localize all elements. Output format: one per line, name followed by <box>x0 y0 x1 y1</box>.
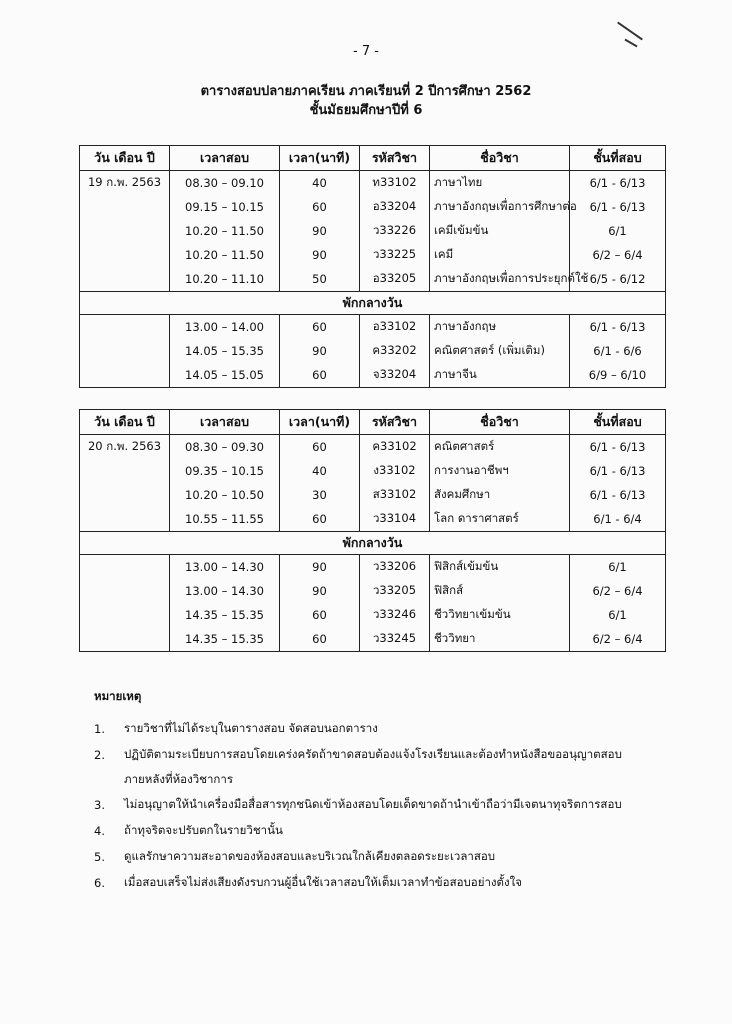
subject-name: ภาษาอังกฤษเพื่อการประยุกต์ใช้ <box>430 267 570 292</box>
exam-class: 6/1 - 6/13 <box>570 171 666 196</box>
page-title: ตารางสอบปลายภาคเรียน ภาคเรียนที่ 2 ปีการศึกษา 2562 <box>200 84 532 99</box>
exam-time: 08.30 – 09.10 <box>170 171 280 196</box>
subject-name: ภาษาจีน <box>430 363 570 388</box>
exam-time: 10.20 – 11.50 <box>170 243 280 267</box>
header-subject: ชื่อวิชา <box>430 410 570 435</box>
subject-code: อ33204 <box>360 195 430 219</box>
exam-time: 14.05 – 15.05 <box>170 363 280 388</box>
lunch-break-row <box>80 292 666 315</box>
subject-name: สังคมศึกษา <box>430 483 570 507</box>
exam-class: 6/1 <box>570 555 666 580</box>
notes-section <box>94 688 694 896</box>
note-text: ปฏิบัติตามระเบียบการสอบโดยเคร่งครัดถ้าขาดสอบต้องแจ้งโรงเรียนและต้องทำหนังสือขออนุญาตสอบ <box>124 747 622 761</box>
exam-class: 6/2 – 6/4 <box>570 243 666 267</box>
exam-minutes: 60 <box>280 627 360 652</box>
subject-code: อ33102 <box>360 315 430 340</box>
exam-time: 14.35 – 15.35 <box>170 603 280 627</box>
subject-code: ว33246 <box>360 603 430 627</box>
exam-schedule-day2 <box>79 409 666 652</box>
subject-code: ค33202 <box>360 339 430 363</box>
table-row <box>80 315 666 340</box>
header-date: วัน เดือน ปี <box>80 410 170 435</box>
subject-code: ว33205 <box>360 579 430 603</box>
subject-name: การงานอาชีพฯ <box>430 459 570 483</box>
table-row <box>80 171 666 196</box>
table-row <box>80 195 666 219</box>
exam-time: 13.00 – 14.30 <box>170 579 280 603</box>
subject-name: เคมี <box>430 243 570 267</box>
exam-time: 09.35 – 10.15 <box>170 459 280 483</box>
subject-code: ว33206 <box>360 555 430 580</box>
exam-time: 10.20 – 11.10 <box>170 267 280 292</box>
header-subject: ชื่อวิชา <box>430 146 570 171</box>
exam-time: 10.20 – 10.50 <box>170 483 280 507</box>
subject-name: ชีววิทยา <box>430 627 570 652</box>
subject-code: ท33102 <box>360 171 430 196</box>
table-row <box>80 603 666 627</box>
subject-code: ง33102 <box>360 459 430 483</box>
exam-minutes: 60 <box>280 435 360 460</box>
exam-time: 08.30 – 09.30 <box>170 435 280 460</box>
exam-class: 6/5 - 6/12 <box>570 267 666 292</box>
lunch-break-label: พักกลางวัน <box>80 532 666 555</box>
exam-class: 6/1 - 6/6 <box>570 339 666 363</box>
note-item <box>94 870 694 896</box>
header-minutes: เวลา(นาที) <box>280 146 360 171</box>
subject-name: ภาษาอังกฤษเพื่อการศึกษาต่อ <box>430 195 570 219</box>
header-time: เวลาสอบ <box>170 146 280 171</box>
exam-minutes: 60 <box>280 363 360 388</box>
table-row <box>80 507 666 532</box>
exam-minutes: 50 <box>280 267 360 292</box>
exam-class: 6/1 <box>570 603 666 627</box>
note-continuation: ภายหลังที่ห้องวิชาการ <box>124 772 234 786</box>
header-class: ชั้นที่สอบ <box>570 146 666 171</box>
lunch-break-row <box>80 532 666 555</box>
exam-class: 6/1 - 6/13 <box>570 483 666 507</box>
header-class: ชั้นที่สอบ <box>570 410 666 435</box>
exam-minutes: 90 <box>280 219 360 243</box>
table-row <box>80 363 666 388</box>
subject-code: ว33104 <box>360 507 430 532</box>
table-row <box>80 243 666 267</box>
subject-name: โลก ดาราศาสตร์ <box>430 507 570 532</box>
exam-class: 6/1 - 6/13 <box>570 459 666 483</box>
exam-time: 13.00 – 14.00 <box>170 315 280 340</box>
exam-class: 6/2 – 6/4 <box>570 579 666 603</box>
subject-code: ค33102 <box>360 435 430 460</box>
exam-minutes: 60 <box>280 315 360 340</box>
table-row <box>80 483 666 507</box>
exam-class: 6/9 – 6/10 <box>570 363 666 388</box>
subject-name: คณิตศาสตร์ <box>430 435 570 460</box>
header-minutes: เวลา(นาที) <box>280 410 360 435</box>
exam-class: 6/2 – 6/4 <box>570 627 666 652</box>
exam-date: 19 ก.พ. 2563 <box>80 171 170 196</box>
exam-time: 13.00 – 14.30 <box>170 555 280 580</box>
note-number: 6. <box>94 876 105 890</box>
table-header-row <box>80 146 666 171</box>
exam-time: 14.35 – 15.35 <box>170 627 280 652</box>
note-number: 3. <box>94 798 105 812</box>
note-text: รายวิชาที่ไม่ได้ระบุในตารางสอบ จัดสอบนอกตาราง <box>124 721 378 735</box>
note-text: เมื่อสอบเสร็จไม่ส่งเสียงดังรบกวนผู้อื่นใช้เวลาสอบให้เต็มเวลาทำข้อสอบอย่างตั้งใจ <box>124 875 522 889</box>
table-row <box>80 267 666 292</box>
table-row <box>80 435 666 460</box>
exam-time: 14.05 – 15.35 <box>170 339 280 363</box>
note-number: 4. <box>94 824 105 838</box>
exam-minutes: 90 <box>280 555 360 580</box>
subject-name: ชีววิทยาเข้มข้น <box>430 603 570 627</box>
subject-code: ส33102 <box>360 483 430 507</box>
header-date: วัน เดือน ปี <box>80 146 170 171</box>
note-number: 1. <box>94 722 105 736</box>
table-row <box>80 219 666 243</box>
exam-time: 10.55 – 11.55 <box>170 507 280 532</box>
table-header-row <box>80 410 666 435</box>
exam-minutes: 60 <box>280 507 360 532</box>
exam-minutes: 60 <box>280 195 360 219</box>
exam-time: 10.20 – 11.50 <box>170 219 280 243</box>
subject-code: ว33226 <box>360 219 430 243</box>
exam-class: 6/1 <box>570 219 666 243</box>
table-row <box>80 627 666 652</box>
note-number: 2. <box>94 748 105 762</box>
table-row <box>80 579 666 603</box>
exam-date: 20 ก.พ. 2563 <box>80 435 170 460</box>
lunch-break-label: พักกลางวัน <box>80 292 666 315</box>
table-row <box>80 339 666 363</box>
exam-class: 6/1 - 6/13 <box>570 435 666 460</box>
note-number: 5. <box>94 850 105 864</box>
subject-name: ภาษาอังกฤษ <box>430 315 570 340</box>
note-item <box>94 716 694 742</box>
header-code: รหัสวิชา <box>360 146 430 171</box>
note-item <box>94 792 694 818</box>
exam-minutes: 40 <box>280 171 360 196</box>
note-text: ดูแลรักษาความสะอาดของห้องสอบและบริเวณใกล้เคียงตลอดระยะเวลาสอบ <box>124 849 496 863</box>
subject-code: ว33245 <box>360 627 430 652</box>
note-item <box>94 844 694 870</box>
subject-name: เคมีเข้มข้น <box>430 219 570 243</box>
exam-class: 6/1 - 6/13 <box>570 195 666 219</box>
table-row <box>80 459 666 483</box>
exam-minutes: 40 <box>280 459 360 483</box>
header-time: เวลาสอบ <box>170 410 280 435</box>
note-item <box>94 742 694 768</box>
exam-minutes: 30 <box>280 483 360 507</box>
subject-code: ว33225 <box>360 243 430 267</box>
subject-code: อ33205 <box>360 267 430 292</box>
table-row <box>80 555 666 580</box>
page-number: - 7 - <box>353 44 379 59</box>
subject-code: จ33204 <box>360 363 430 388</box>
exam-class: 6/1 - 6/4 <box>570 507 666 532</box>
exam-minutes: 90 <box>280 339 360 363</box>
exam-minutes: 90 <box>280 243 360 267</box>
exam-class: 6/1 - 6/13 <box>570 315 666 340</box>
notes-title: หมายเหตุ <box>94 689 142 703</box>
exam-minutes: 90 <box>280 579 360 603</box>
note-text: ไม่อนุญาตให้นำเครื่องมือสื่อสารทุกชนิดเข้าห้องสอบโดยเด็ดขาดถ้านำเข้าถือว่ามีเจตนาทุจริตการสอบ <box>124 797 622 811</box>
subject-name: ฟิสิกส์เข้มข้น <box>430 555 570 580</box>
scan-mark <box>617 22 643 41</box>
subject-name: ภาษาไทย <box>430 171 570 196</box>
page-subtitle: ชั้นมัธยมศึกษาปีที่ 6 <box>309 103 423 118</box>
exam-schedule-day1 <box>79 145 666 388</box>
exam-minutes: 60 <box>280 603 360 627</box>
header-code: รหัสวิชา <box>360 410 430 435</box>
subject-name: คณิตศาสตร์ (เพิ่มเติม) <box>430 339 570 363</box>
note-item <box>94 818 694 844</box>
exam-time: 09.15 – 10.15 <box>170 195 280 219</box>
note-text: ถ้าทุจริตจะปรับตกในรายวิชานั้น <box>124 823 283 837</box>
subject-name: ฟิสิกส์ <box>430 579 570 603</box>
